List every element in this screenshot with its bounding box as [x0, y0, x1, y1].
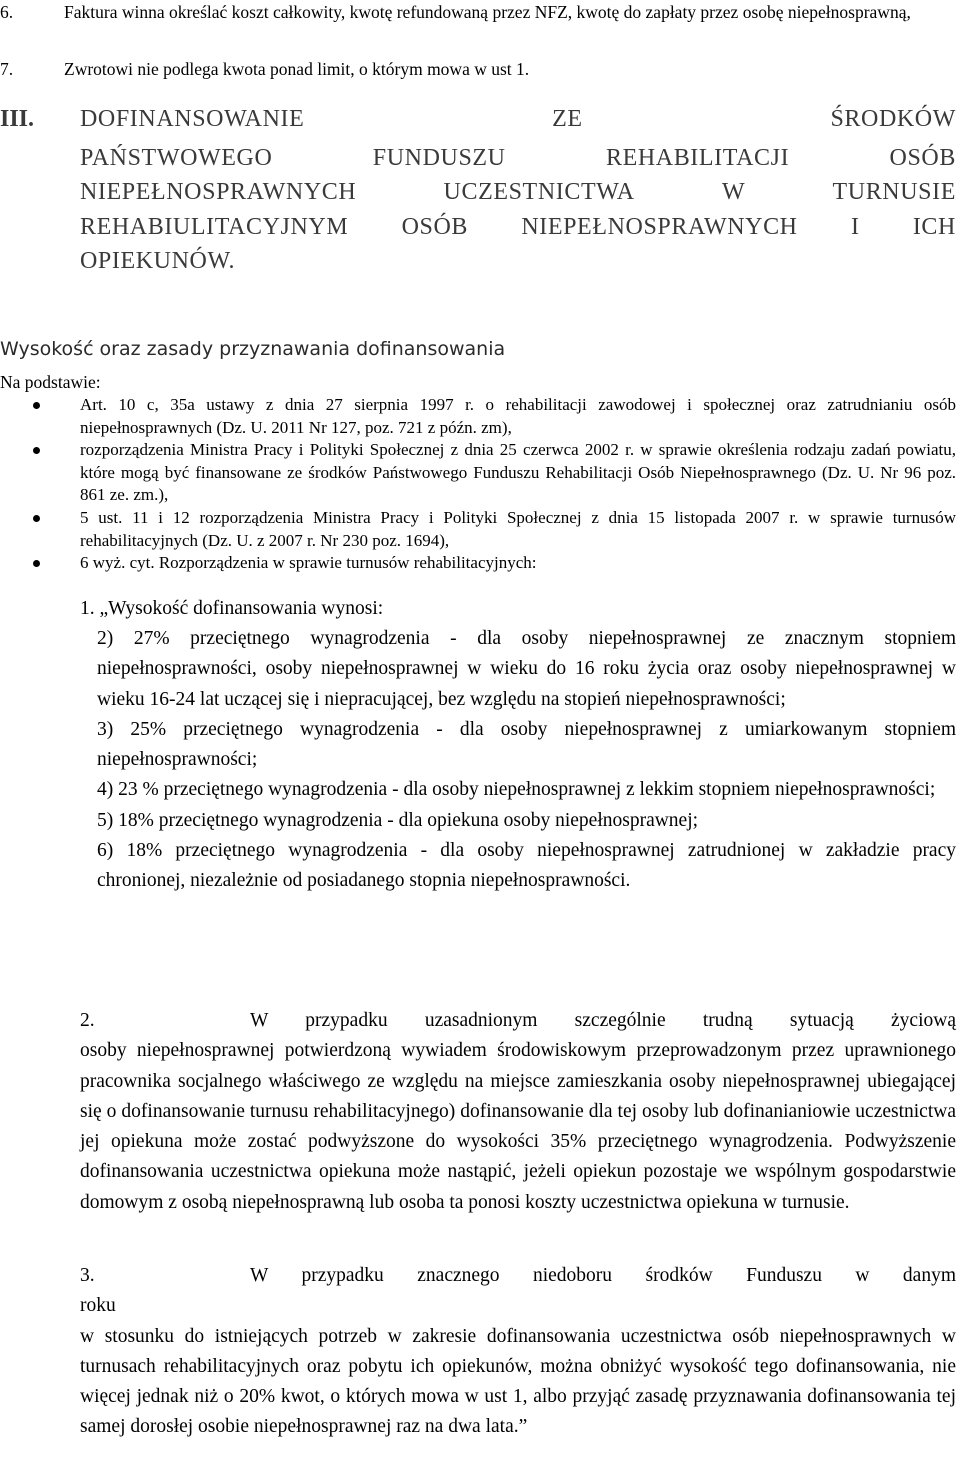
- list-item: [0, 552, 960, 575]
- section-title-word: ŚRODKÓW: [830, 106, 956, 132]
- basis-label: Na podstawie:: [0, 372, 101, 392]
- section-title-word: W: [721, 179, 746, 205]
- section-title-word: NIEPEŁNOSPRAWNYCH: [80, 179, 357, 205]
- section-title-word: OSÓB: [401, 214, 469, 240]
- point-number: 2.: [80, 1010, 95, 1031]
- point-line: roku: [80, 1295, 116, 1317]
- bullet-text: Art. 10 c, 35a ustawy z dnia 27 sierpnia 1997 r. o rehabilitacji zawodowej i społecznej oraz zatrudnianiu osób niepełnosprawnych (Dz. U. 2011 Nr 127, poz. 721 z późn. zm),: [80, 395, 956, 437]
- section-title-word: REHABILITACJI: [605, 145, 790, 171]
- item-text: Zwrotowi nie podlega kwota ponad limit, o którym mowa w ust 1.: [64, 59, 530, 79]
- section-title-line: [80, 104, 956, 134]
- rate-item-2: 2) 27% przeciętnego wynagrodzenia - dla osoby niepełnosprawnej ze znacznym stopniem niepełnosprawności, osoby niepełnosprawnej w wieku do 16 roku życia oraz osoby niepełnosprawnej w wieku 16-24 lat uczącej się i niepracującej, bez względu na stopień niepełnosprawności;: [97, 628, 956, 710]
- point-heading: W przypadku uzasadnionym szczególnie trudną sytuacją życiową: [250, 1010, 956, 1031]
- section-title-word: REHABIULITACYJNYM: [80, 214, 349, 240]
- section-title-word: ICH: [912, 214, 956, 240]
- point-body: osoby niepełnosprawnej potwierdzoną wywiadem środowiskowym przeprowadzonym przez uprawnionego pracownika socjalnego właściwego ze względu na miejsce zamieszkania osoby niepełnosprawnej ubiegającej się o dofinansowanie turnusu rehabilitacyjnego) dofinansowanie dla tej osoby lub dofinanianiowie uczestnictwa jej opiekuna może zostać podwyższone do wysokości 35% przeciętnego wynagrodzenia. Podwyższenie dofinansowania uczestnictwa opiekuna może nastąpić, jeżeli opiekun pozostaje we wspólnym gospodarstwie domowym z osobą niepełnosprawną lub osoba ta ponosi koszty uczestnictwa opiekuna w turnusie.: [80, 1040, 956, 1213]
- point-2: [80, 1006, 956, 1218]
- point-1-heading: 1. „Wysokość dofinansowania wynosi:: [80, 598, 384, 619]
- bullet-text: 6 wyż. cyt. Rozporządzenia w sprawie turnusów rehabilitacyjnych:: [80, 553, 537, 573]
- item-number: 6.: [0, 2, 14, 22]
- bullet-icon: [33, 560, 40, 567]
- point-1-items: [97, 624, 956, 897]
- bullet-text: rozporządzenia Ministra Pracy i Polityki Społecznej z dnia 25 czerwca 2002 r. w sprawie określenia rodzaju zadań powiatu, które mogą być finansowane ze środków Państwowego Funduszu Rehabilitacji Osób Niepełnosprawnego (Dz. U. Nr 96 poz. 861 ze. zm.),: [80, 440, 956, 505]
- legal-basis-list: [0, 394, 960, 575]
- bullet-icon: [33, 447, 40, 454]
- list-item: [0, 507, 960, 552]
- section-number: III.: [0, 106, 35, 132]
- section-title-word: ZE: [552, 106, 583, 132]
- section-title-word: TURNUSIE: [832, 179, 956, 205]
- section-title-word: DOFINANSOWANIE: [80, 106, 305, 132]
- rate-item-5: 5) 18% przeciętnego wynagrodzenia - dla opiekuna osoby niepełnosprawnej;: [97, 809, 699, 831]
- section-title-word: PAŃSTWOWEGO: [80, 145, 273, 171]
- section-title-line: [80, 246, 956, 276]
- rate-item-6: 6) 18% przeciętnego wynagrodzenia - dla osoby niepełnosprawnej zatrudnionej w zakładzie pracy chronionej, niezależnie od posiadanego stopnia niepełnosprawności.: [97, 840, 956, 892]
- point-number: 3.: [80, 1265, 95, 1286]
- section-title-line: [80, 143, 956, 173]
- section-title-word: OPIEKUNÓW.: [80, 248, 236, 274]
- section-title-line: [80, 212, 956, 242]
- point-heading: W przypadku znacznego niedoboru środków Funduszu w danym: [250, 1265, 956, 1286]
- subheading: Wysokość oraz zasady przyznawania dofinansowania: [0, 338, 506, 360]
- point-3: [80, 1261, 956, 1443]
- bullet-text: 5 ust. 11 i 12 rozporządzenia Ministra Pracy i Polityki Społecznej z dnia 15 listopada 2007 r. w sprawie turnusów rehabilitacyjnych (Dz. U. z 2007 r. Nr 230 poz. 1694),: [80, 507, 956, 550]
- point-body: w stosunku do istniejących potrzeb w zakresie dofinansowania uczestnictwa osób niepełnosprawnych w turnusach rehabilitacyjnych oraz pobytu ich opiekunów, można obniżyć wysokość tego dofinansowania, nie więcej jednak niż o 20% kwot, o których mowa w ust 1, albo przyjąć zasadę przyznawania dofinansowania tej samej dorosłej osobie niepełnosprawnej raz na dwa lata.”: [80, 1325, 956, 1438]
- section-title-word: FUNDUSZU: [372, 145, 506, 171]
- section-title-word: UCZESTNICTWA: [443, 179, 635, 205]
- list-item: [0, 439, 960, 507]
- section-title-word: I: [850, 214, 860, 240]
- section-title-line: [80, 177, 956, 207]
- section-title-word: NIEPEŁNOSPRAWNYCH: [521, 214, 798, 240]
- bullet-icon: [33, 402, 40, 409]
- item-number: 7.: [0, 59, 14, 79]
- bullet-icon: [33, 515, 40, 522]
- list-item: [0, 394, 960, 439]
- rate-item-4: 4) 23 % przeciętnego wynagrodzenia - dla osoby niepełnosprawnej z lekkim stopniem niepełnosprawności;: [97, 779, 936, 801]
- item-text: Faktura winna określać koszt całkowity, kwotę refundowaną przez NFZ, kwotę do zapłaty przez osobę niepełnosprawną,: [64, 2, 911, 22]
- rate-item-3: 3) 25% przeciętnego wynagrodzenia - dla osoby niepełnosprawnej z umiarkowanym stopniem niepełnosprawności;: [97, 718, 956, 771]
- section-title-word: OSÓB: [889, 145, 956, 171]
